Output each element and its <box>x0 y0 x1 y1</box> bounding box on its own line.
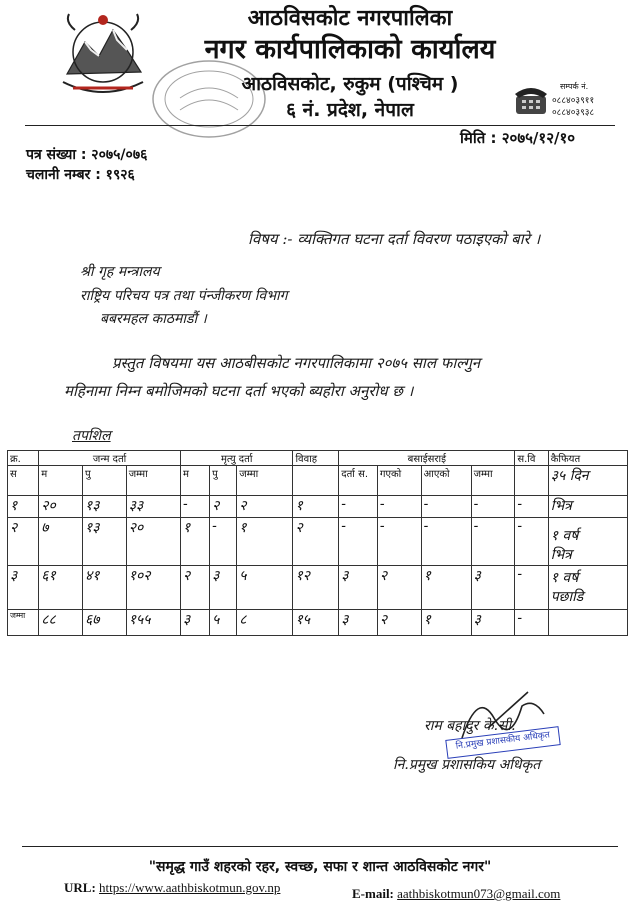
table-cell: १ <box>180 518 209 566</box>
table-cell: - <box>421 496 471 518</box>
signatory-stamp: नि.प्रमुख प्रशासकीय अधिकृत <box>445 726 560 759</box>
table-cell: १ <box>421 566 471 610</box>
office-name: नगर कार्यपालिकाको कार्यालय <box>204 34 496 65</box>
table-cell: - <box>377 496 421 518</box>
remarks-cell <box>548 518 627 566</box>
footer-url <box>64 880 280 896</box>
table-cell: १२ <box>293 566 339 610</box>
subheader-birth-male: पु <box>83 466 127 496</box>
total-label: जम्मा <box>8 610 39 636</box>
table-cell: १०२ <box>126 566 180 610</box>
subheader-sabi <box>515 466 548 496</box>
nepal-emblem-icon <box>55 12 151 98</box>
header-death: मृत्यु दर्ता <box>180 451 293 466</box>
table-cell: २ <box>377 610 421 636</box>
table-row <box>8 518 628 566</box>
table-cell: ५ <box>210 610 237 636</box>
letter-date: मिति : २०७५/१२/१० <box>460 129 576 147</box>
table-row <box>8 566 628 610</box>
table-cell: - <box>515 610 548 636</box>
table-cell: २ <box>237 496 293 518</box>
signatory-title: नि.प्रमुख प्रशासकिय अधिकृत <box>393 757 541 773</box>
telephone-icon <box>513 84 549 116</box>
recipient-line-1: श्री गृह मन्त्रालय <box>80 264 160 280</box>
letter-number: पत्र संख्या : २०७५/०७६ <box>26 147 148 163</box>
table-cell: - <box>421 518 471 566</box>
header-divider <box>25 125 615 126</box>
header-migration: बसाईसराई <box>339 451 515 466</box>
contact-label: सम्पर्क नं. <box>560 82 589 91</box>
body-line-2: महिनामा निम्न बमोजिमको घटना दर्ता भएको ब्यहोरा अनुरोध छ । <box>64 382 414 400</box>
header-marriage: विवाह <box>293 451 339 466</box>
footer-divider <box>22 846 618 847</box>
subheader-death-female: म <box>180 466 209 496</box>
header-sabi: स.वि <box>515 451 548 466</box>
table-cell: २० <box>126 518 180 566</box>
table-cell: १ <box>293 496 339 518</box>
table-cell: ३ <box>471 610 515 636</box>
table-cell: - <box>339 496 378 518</box>
header-remarks: कैफियत <box>548 451 627 466</box>
recipient-line-2: राष्ट्रिय परिचय पत्र तथा पंन्जीकरण विभाग <box>80 288 288 304</box>
table-cell: ५ <box>237 566 293 610</box>
table-total-row <box>8 610 628 636</box>
table-cell: - <box>515 518 548 566</box>
table-cell: ८८ <box>39 610 83 636</box>
subheader-marriage <box>293 466 339 496</box>
header-birth: जन्म दर्ता <box>39 451 181 466</box>
table-cell: ३ <box>210 566 237 610</box>
remarks-text: १ वर्ष <box>550 570 579 586</box>
table-row-1-remarks-b: भित्र <box>548 496 627 518</box>
table-cell: २ <box>180 566 209 610</box>
municipality-name: आठविसकोट नगरपालिका <box>247 6 453 31</box>
subheader-gone: गएको <box>377 466 421 496</box>
email-label: E-mail: <box>352 886 394 901</box>
table-cell: १३ <box>83 496 127 518</box>
table-cell: - <box>180 496 209 518</box>
subheader-sa: स <box>8 466 39 496</box>
table-cell: १५५ <box>126 610 180 636</box>
body-line-1: प्रस्तुत विषयमा यस आठबीसकोट नगरपालिकामा २०७५ साल फाल्गुन <box>112 354 481 372</box>
table-header-row <box>8 451 628 466</box>
table-cell: ७ <box>39 518 83 566</box>
subheader-death-male: पु <box>210 466 237 496</box>
details-heading: तपशिल <box>72 428 111 444</box>
table-cell: - <box>377 518 421 566</box>
subheader-death-total: जम्मा <box>237 466 293 496</box>
office-location: आठविसकोट, रुकुम (पश्चिम ) <box>241 73 459 95</box>
table-cell: ४१ <box>83 566 127 610</box>
remarks-text: भित्र <box>550 547 572 563</box>
header-sn: क्र. <box>8 451 39 466</box>
subheader-birth-total: जम्मा <box>126 466 180 496</box>
phone-number-2: ०८८४०३९३८ <box>552 108 595 118</box>
province-line: ६ नं. प्रदेश, नेपाल <box>286 99 414 121</box>
subheader-come: आएको <box>421 466 471 496</box>
recipient-line-3: बबरमहल काठमाडौं । <box>100 311 207 327</box>
remarks-cell <box>548 566 627 610</box>
table-cell: ३ <box>8 566 39 610</box>
table-cell: २ <box>8 518 39 566</box>
subject-line: विषय :- व्यक्तिगत घटना दर्ता विवरण पठाइएको बारे । <box>248 230 541 248</box>
table-cell: - <box>515 496 548 518</box>
table-cell: १५ <box>293 610 339 636</box>
table-cell: - <box>471 496 515 518</box>
table-cell: १ <box>237 518 293 566</box>
signatory-name: राम बहादुर के.सी. <box>424 718 516 734</box>
website-link[interactable]: https://www.aathbiskotmun.gov.np <box>99 880 281 895</box>
subheader-birth-female: म <box>39 466 83 496</box>
table-cell: ६१ <box>39 566 83 610</box>
email-link[interactable]: aathbiskotmun073@gmail.com <box>397 886 561 901</box>
table-cell: - <box>339 518 378 566</box>
subheader-migration-total: जम्मा <box>471 466 515 496</box>
table-cell: ३ <box>339 610 378 636</box>
table-cell: - <box>515 566 548 610</box>
subheader-darta: दर्ता स. <box>339 466 378 496</box>
table-row <box>8 496 628 518</box>
url-label: URL: <box>64 880 96 895</box>
table-row-1-remarks-a: ३५ दिन <box>548 466 627 496</box>
table-cell: १ <box>421 610 471 636</box>
table-cell: ३३ <box>126 496 180 518</box>
table-cell: ६७ <box>83 610 127 636</box>
table-cell: ८ <box>237 610 293 636</box>
table-cell: - <box>471 518 515 566</box>
phone-number-1: ०८८४०३९११ <box>552 96 595 106</box>
remarks-text: १ वर्ष <box>550 528 579 544</box>
table-cell: २ <box>377 566 421 610</box>
footer-email <box>352 886 560 902</box>
table-subheader-row <box>8 466 628 496</box>
remarks-text: पछाडि <box>550 589 584 605</box>
table-cell: २ <box>210 496 237 518</box>
table-cell: २ <box>293 518 339 566</box>
table-cell: २० <box>39 496 83 518</box>
table-cell: ३ <box>180 610 209 636</box>
table-cell: १३ <box>83 518 127 566</box>
table-cell: - <box>210 518 237 566</box>
table-cell: १ <box>8 496 39 518</box>
table-cell <box>548 610 627 636</box>
table-cell: ३ <box>339 566 378 610</box>
dispatch-number: चलानी नम्बर : १९२६ <box>26 167 135 183</box>
footer-motto: "समृद्ध गाउँ शहरको रहर, स्वच्छ, सफा र शान्त आठविसकोट नगर" <box>148 859 492 875</box>
table-cell: ३ <box>471 566 515 610</box>
event-registration-table <box>7 450 628 636</box>
